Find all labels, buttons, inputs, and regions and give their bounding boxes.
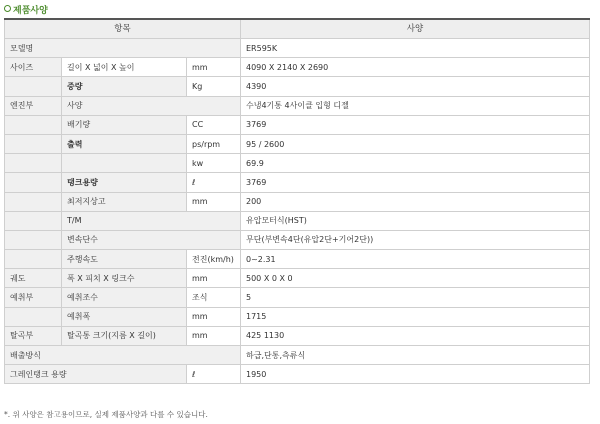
row-category: [5, 250, 62, 269]
spec-table: [4, 18, 590, 384]
row-category: 탈곡부: [5, 326, 62, 345]
row-label: 배기량: [62, 115, 187, 134]
row-value: 1950: [241, 365, 590, 384]
table-row: [5, 39, 590, 58]
row-value: 425 1130: [241, 326, 590, 345]
row-label: 예취폭: [62, 307, 187, 326]
table-row: [5, 365, 590, 384]
row-value: 3769: [241, 115, 590, 134]
row-label: 탱크용량: [62, 173, 187, 192]
table-row: [5, 230, 590, 249]
table-row: [5, 96, 590, 115]
row-unit: ps/rpm: [187, 134, 241, 153]
row-label: [62, 154, 187, 173]
row-unit: Kg: [187, 77, 241, 96]
row-label: 최저지상고: [62, 192, 187, 211]
table-row: [5, 288, 590, 307]
row-value: 유압모터식(HST): [241, 211, 590, 230]
row-value: 0~2.31: [241, 250, 590, 269]
table-row: [5, 173, 590, 192]
row-unit: 조식: [187, 288, 241, 307]
table-row: [5, 250, 590, 269]
table-row: [5, 77, 590, 96]
row-label: 변속단수: [62, 230, 241, 249]
row-unit: mm: [187, 192, 241, 211]
row-unit: mm: [187, 307, 241, 326]
row-value: 하급,단통,측류식: [241, 346, 590, 365]
row-category: 궤도: [5, 269, 62, 288]
row-value: 무단(부변속4단(유압2단+기어2단)): [241, 230, 590, 249]
row-category: 엔진부: [5, 96, 62, 115]
header-spec: 사양: [241, 19, 590, 39]
row-category: [5, 173, 62, 192]
row-category: [5, 115, 62, 134]
row-unit: CC: [187, 115, 241, 134]
row-category: 사이즈: [5, 58, 62, 77]
table-row: [5, 346, 590, 365]
table-row: [5, 134, 590, 153]
row-value: 3769: [241, 173, 590, 192]
row-value: 1715: [241, 307, 590, 326]
row-unit: ℓ: [187, 173, 241, 192]
header-item: 항목: [5, 19, 241, 39]
row-category: [5, 211, 62, 230]
table-row: [5, 115, 590, 134]
table-row: [5, 269, 590, 288]
section-title: 제품사양: [4, 4, 48, 18]
footnote: *. 위 사양은 참고용이므로, 실제 제품사양과 다를 수 있습니다.: [4, 410, 208, 419]
row-category: 예취부: [5, 288, 62, 307]
table-row: [5, 192, 590, 211]
row-value: 4390: [241, 77, 590, 96]
row-value: 500 X 0 X 0: [241, 269, 590, 288]
row-value: ER595K: [241, 39, 590, 58]
row-label: 길이 X 넓이 X 높이: [62, 58, 187, 77]
row-category: [5, 192, 62, 211]
row-value: 200: [241, 192, 590, 211]
row-value: 69.9: [241, 154, 590, 173]
row-unit: 전진(km/h): [187, 250, 241, 269]
row-label: 모델명: [5, 39, 241, 58]
row-value: 95 / 2600: [241, 134, 590, 153]
row-label: 그레인탱크 용량: [5, 365, 187, 384]
row-unit: ℓ: [187, 365, 241, 384]
row-label: 주행속도: [62, 250, 187, 269]
row-label: 배출방식: [5, 346, 241, 365]
row-label: 사양: [62, 96, 241, 115]
row-label: 폭 X 피치 X 링크수: [62, 269, 187, 288]
table-header-row: [5, 19, 590, 39]
row-category: [5, 134, 62, 153]
circle-bullet-icon: [4, 5, 11, 12]
row-label: 중량: [62, 77, 187, 96]
row-category: [5, 77, 62, 96]
row-label: 예취조수: [62, 288, 187, 307]
table-row: [5, 58, 590, 77]
row-value: 수냉4기통 4사이클 입형 디젤: [241, 96, 590, 115]
table-row: [5, 211, 590, 230]
row-unit: mm: [187, 269, 241, 288]
row-unit: mm: [187, 58, 241, 77]
table-row: [5, 326, 590, 345]
row-unit: kw: [187, 154, 241, 173]
row-value: 4090 X 2140 X 2690: [241, 58, 590, 77]
row-label: 탈곡통 크기(지름 X 길이): [62, 326, 187, 345]
row-label: 출력: [62, 134, 187, 153]
row-unit: mm: [187, 326, 241, 345]
row-category: [5, 154, 62, 173]
row-category: [5, 230, 62, 249]
table-row: [5, 154, 590, 173]
row-value: 5: [241, 288, 590, 307]
row-category: [5, 307, 62, 326]
table-row: [5, 307, 590, 326]
row-label: T/M: [62, 211, 241, 230]
